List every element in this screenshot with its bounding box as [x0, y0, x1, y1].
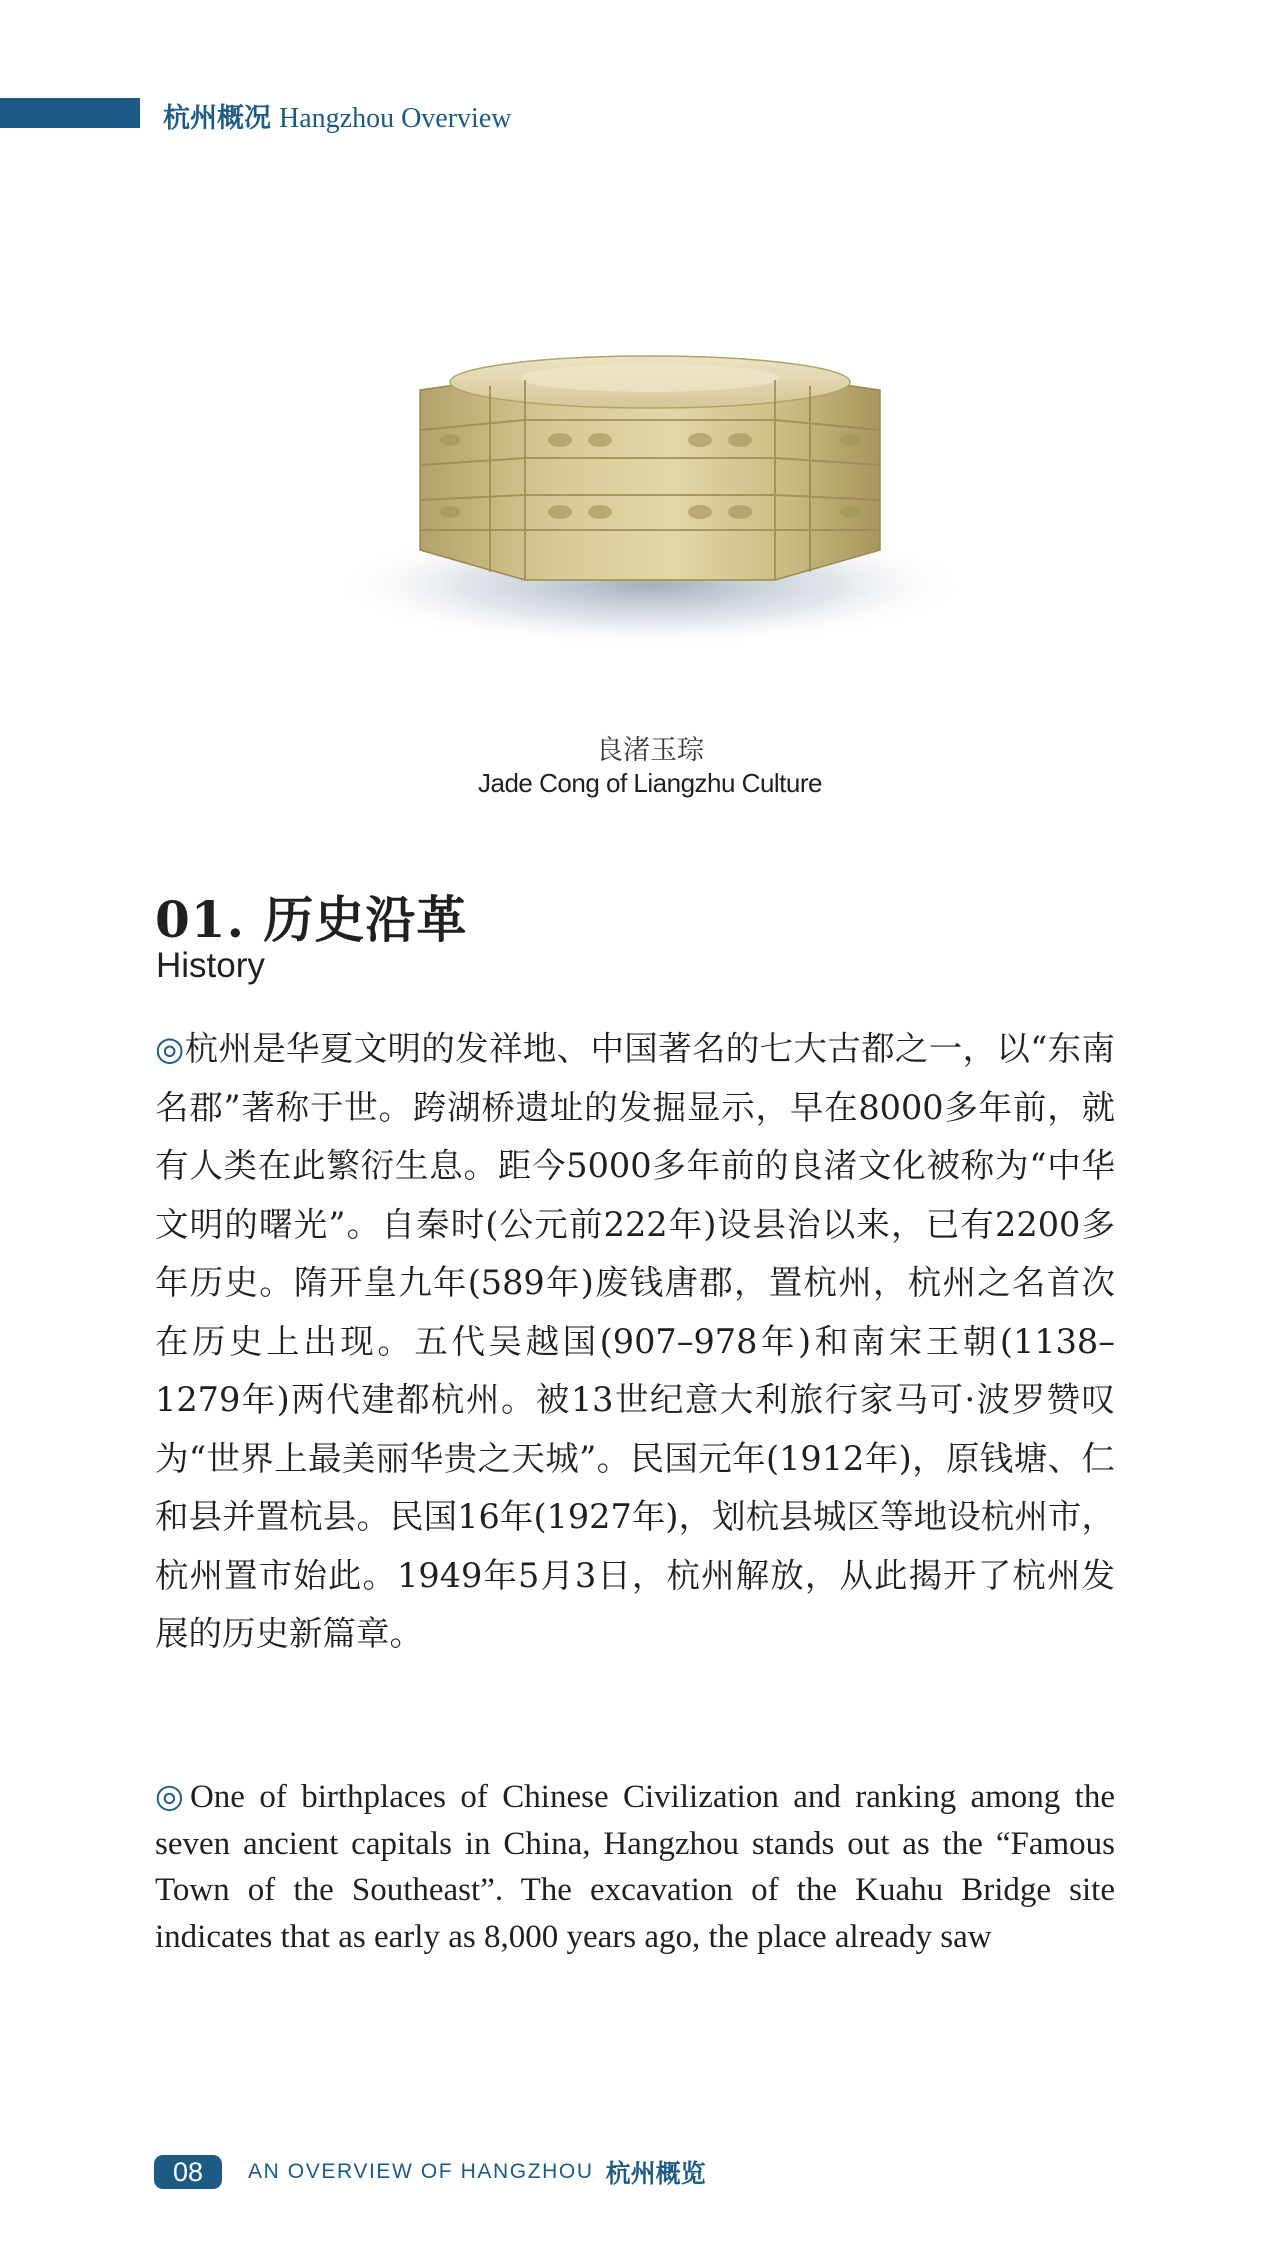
- history-paragraph-zh: [155, 1020, 1115, 1664]
- bullet-icon: ◎: [155, 1029, 185, 1068]
- footer-title-en: AN OVERVIEW OF HANGZHOU: [248, 2160, 594, 2183]
- paragraph-zh-text: 杭州是华夏文明的发祥地、中国著名的七大古都之一，以“东南名郡”著称于世。跨湖桥遗址的发掘显示，早在8000多年前，就有人类在此繁衍生息。距今5000多年前的良渚文化被称为“中华文明的曙光”。自秦时(公元前222年)设县治以来，已有2200多年历史。隋开皇九年(589年)废钱唐郡，置杭州，杭州之名首次在历史上出现。五代吴越国(907–978年)和南宋王朝(1138–1279年)两代建都杭州。被13世纪意大利旅行家马可·波罗赞叹为“世界上最美丽华贵之天城”。民国元年(1912年)，原钱塘、仁和县并置杭县。民国16年(1927年)，划杭县城区等地设杭州市，杭州置市始此。1949年5月3日，杭州解放，从此揭开了杭州发展的历史新篇章。: [155, 1029, 1116, 1653]
- header-title-zh: 杭州概况: [163, 103, 271, 134]
- header-accent-bar: [0, 98, 140, 128]
- figure-caption-zh: 良渚玉琮: [596, 735, 704, 766]
- footer-title-zh: 杭州概览: [605, 2159, 706, 2188]
- section-subheading: History: [156, 946, 265, 985]
- header-title-en: Hangzhou Overview: [279, 103, 512, 134]
- footer-title: [248, 2155, 706, 2189]
- page-number-badge: 08: [154, 2155, 222, 2189]
- paragraph-en-text: One of birthplaces of Chinese Civilization and ranking among the seven ancient capitals in China, Hangzhou stands out as the “Famous Town of the Southeast”. The excavation of the Kuahu Bridge site indicates that as early as 8,000 years ago, the place already saw: [155, 1779, 1116, 1955]
- history-paragraph-en: [155, 1774, 1115, 1960]
- section-heading: 01. 历史沿革: [155, 890, 468, 949]
- figure-caption-en: Jade Cong of Liangzhu Culture: [478, 768, 822, 798]
- jade-cong-image: [290, 290, 1010, 690]
- bullet-icon: ◎: [155, 1779, 190, 1815]
- header-title: [163, 96, 512, 134]
